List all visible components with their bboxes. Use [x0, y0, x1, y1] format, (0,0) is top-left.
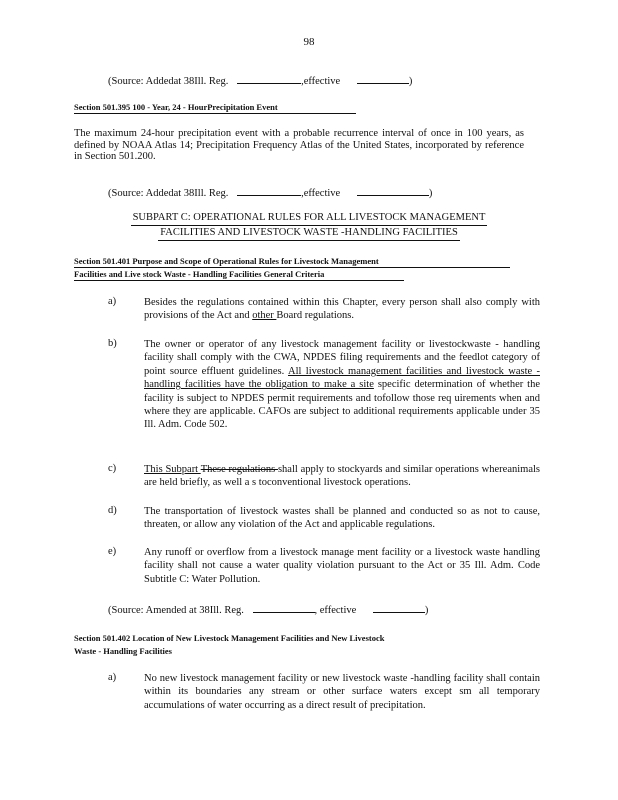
section-501-395-text: The maximum 24-hour precipitation event with a probable recurrence interval of once in 100 years, as defined by NOAA Atlas 14; Precipitation Frequency Atlas of the United States, incorporated by reference in Section 501.200.: [74, 128, 524, 162]
item-text: This Subpart These regulations shall apply to stockyards and similar operations whereanimals are held briefly, as well a s toconventional livestock operations.: [144, 464, 540, 489]
source-prefix: (Source: Addedat 38Ill. Reg.: [108, 188, 229, 199]
source-line-2: [108, 185, 432, 199]
section-501-401-heading-line-1: Section 501.401 Purpose and Scope of Operational Rules for Livestock Management: [74, 256, 510, 268]
subpart-title-line-1: SUBPART C: OPERATIONAL RULES FOR ALL LIVESTOCK MANAGEMENT: [131, 211, 488, 226]
inserted-text: This Subpart: [144, 464, 201, 475]
inserted-text: other: [252, 310, 277, 322]
item-text: The owner or operator of any livestock management facility or livestockwaste - handling facility shall comply with the CWA, NPDES filing requirements and the feedlot category of point source effluent guidelines. All livestock management facilities and livestock waste -handling facilities have the obligation to make a site specific determination of whether the facility is subject to NPDES permit requirements and tofollow those req uirements when and where they are applicable. CAFOs are subject to additional requirements applicable under 35 Ill. Adm. Code 502.: [144, 339, 540, 431]
inserted-text: All livestock management facilities and livestock waste -handling facilities have the obligation to make a site: [144, 365, 540, 391]
item-text: No new livestock management facility or new livestock waste -handling facility shall contain within its boundaries any stream or other surface waters except sm all temporary accumulations of water occurring as a direct result of precipitation.: [144, 673, 540, 711]
source-effective: , effective: [314, 605, 357, 616]
source-suffix: ): [408, 76, 413, 87]
deleted-text: These regulations: [200, 464, 278, 475]
section-501-401-heading-line-2: Facilities and Live stock Waste - Handling Facilities General Criteria: [74, 269, 404, 281]
source-effective: ,effective: [301, 76, 341, 87]
section-501-402-heading-line-2: Waste - Handling Facilities: [74, 646, 172, 656]
item-text: Besides the regulations contained within this Chapter, every person shall also comply with provisions of the Act and other Board regulations.: [144, 297, 540, 322]
subpart-title-line-2: FACILITIES AND LIVESTOCK WASTE -HANDLING FACILITIES: [158, 226, 460, 241]
item-text: The transportation of livestock wastes shall be planned and conducted so as not to cause, threaten, or allow any violation of the Act and applicable regulations.: [144, 506, 540, 531]
item-label: d): [108, 505, 117, 516]
source-prefix: (Source: Amended at 38Ill. Reg.: [108, 605, 244, 616]
subpart-c-title: [74, 211, 544, 241]
page-number: 98: [303, 36, 315, 48]
source-suffix: ): [428, 188, 433, 199]
source-suffix: ): [424, 605, 429, 616]
source-prefix: (Source: Addedat 38Ill. Reg.: [108, 76, 229, 87]
item-label: a): [108, 672, 117, 683]
item-label: c): [108, 463, 117, 474]
item-label: a): [108, 296, 117, 307]
item-text: Any runoff or overflow from a livestock manage ment facility or a livestock waste handling facility shall not cause a water quality violation pursuant to the Act or 35 Ill. Adm. Code Subtitle C: Water Pollution.: [144, 547, 540, 585]
source-line-1: [108, 73, 412, 87]
source-effective: ,effective: [301, 188, 341, 199]
item-label: b): [108, 338, 117, 349]
section-501-395-heading: Section 501.395 100 - Year, 24 - HourPrecipitation Event: [74, 102, 356, 114]
section-501-402-heading-line-1: Section 501.402 Location of New Livestock Management Facilities and New Livestock: [74, 633, 385, 643]
item-label: e): [108, 546, 117, 557]
source-line-3: [108, 602, 428, 616]
